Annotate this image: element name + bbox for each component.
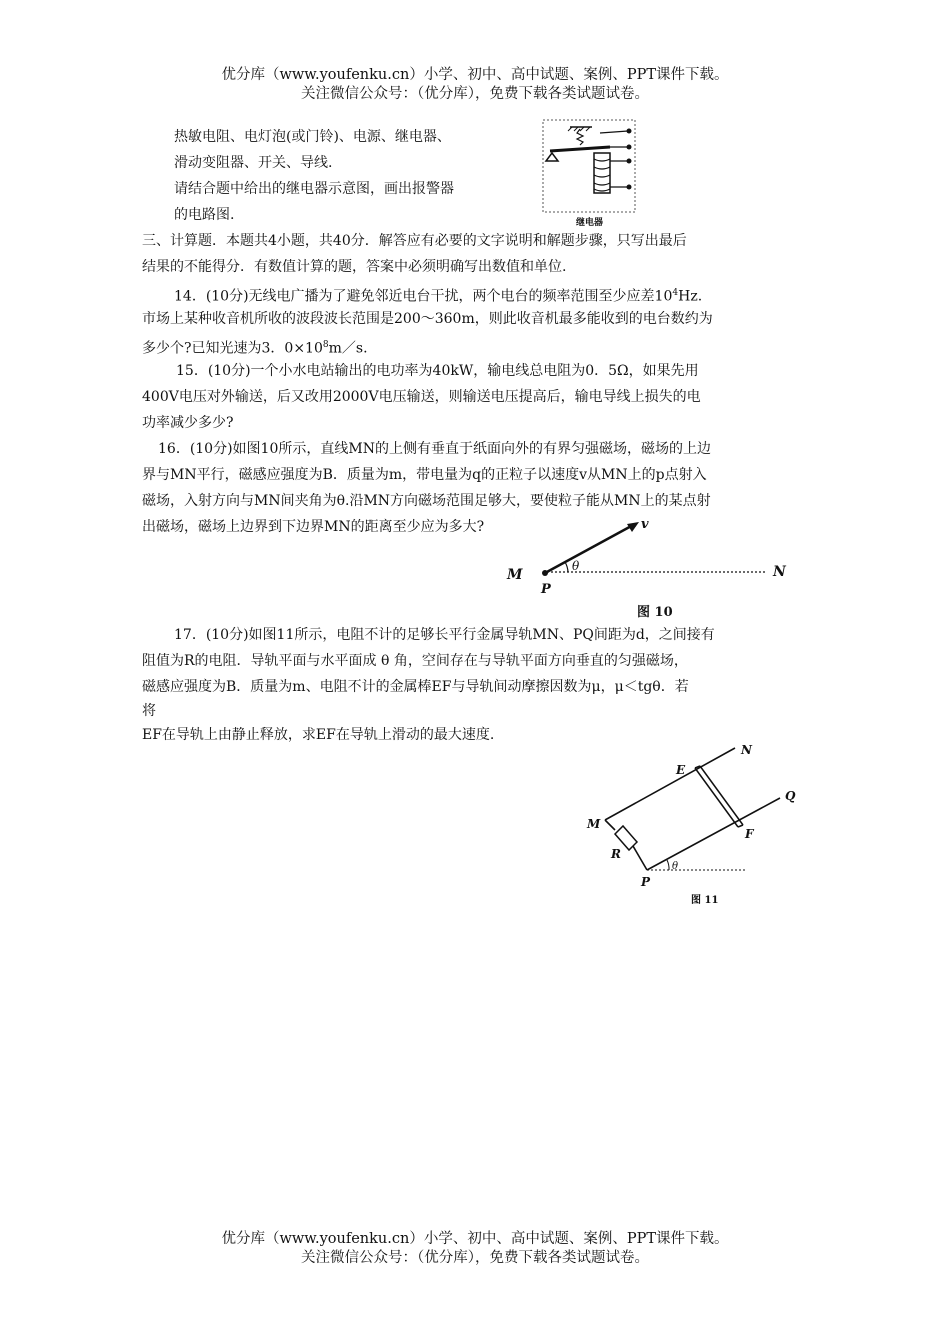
footer-line-1: 优分库（www.youfenku.cn）小学、初中、高中试题、案例、PPT课件下载。 [221,1231,729,1247]
q13-line: 滑动变阻器、开关、导线. [174,155,333,171]
fig10-label-N: N [773,564,786,580]
q14-text: 多少个?已知光速为3．0×10 [142,340,323,357]
fig10-label-M: M [507,567,523,583]
fig10-caption: 图 10 [637,605,673,620]
page-header [0,66,950,104]
q17-line: 磁感应强度为B．质量为m、电阻不计的金属棒EF与导轨间动摩擦因数为μ，μ＜tgθ．若 [142,679,689,695]
figure-11 [575,740,815,912]
q17-line: 将 [142,703,156,719]
q17-line: EF在导轨上由静止释放，求EF在导轨上滑动的最大速度. [142,727,495,743]
q16-line: 出磁场，磁场上边界到下边界MN的距离至少应为多大? [142,519,485,535]
fig11-label-P: P [641,875,651,889]
relay-caption: 继电器 [576,218,604,228]
q17-line: 阻值为R的电阻．导轨平面与水平面成 θ 角，空间存在与导轨平面方向垂直的匀强磁场， [142,653,688,669]
q13-line: 的电路图. [174,207,235,223]
figure-10 [495,518,805,624]
header-line-1: 优分库（www.youfenku.cn）小学、初中、高中试题、案例、PPT课件下载。 [221,67,729,83]
q16-line: 16．(10分)如图10所示，直线MN的上侧有垂直于纸面向外的有界匀强磁场，磁场的上边 [158,441,711,457]
q16-line: 磁场，入射方向与MN间夹角为θ.沿MN方向磁场范围足够大，要使粒子能从MN上的某点射 [142,493,711,509]
fig10-label-P: P [541,582,551,597]
q14-superscript: 4 [672,288,679,298]
q14-unit: m／s. [328,340,368,357]
q13-line: 请结合题中给出的继电器示意图，画出报警器 [174,181,454,197]
q16-line: 界与MN平行，磁感应强度为B．质量为m，带电量为q的正粒子以速度v从MN上的p点射入 [142,467,707,483]
fig10-label-v: v [641,518,649,532]
q15-line: 15．(10分)一个小水电站输出的电功率为40kW，输电线总电阻为0．5Ω，如果先用 [176,363,699,379]
q14-unit: Hz. [678,288,703,305]
relay-figure [540,117,640,229]
q17-line: 17．(10分)如图11所示，电阻不计的足够长平行金属导轨MN、PQ间距为d，之间接有 [174,627,715,643]
fig11-label-N: N [741,743,752,757]
fig11-label-E: E [676,763,686,777]
fig11-caption: 图 11 [691,895,719,906]
fig10-label-theta: θ [572,559,580,573]
fig11-label-F: F [745,827,754,841]
q15-line: 400V电压对外输送，后又改用2000V电压输送，则输送电压提高后，输电导线上损失的电 [142,389,701,405]
q14-line-2: 市场上某种收音机所收的波段波长范围是200～360m，则此收音机最多能收到的电台数约为 [142,311,713,327]
fig11-label-Q: Q [785,789,796,803]
section3-line: 三、计算题．本题共4小题，共40分．解答应有必要的文字说明和解题步骤，只写出最后 [142,233,687,249]
fig11-label-M: M [587,817,601,831]
fig11-label-R: R [611,847,621,861]
page-footer [0,1230,950,1268]
q13-line: 热敏电阻、电灯泡(或门铃)、电源、继电器、 [174,129,451,145]
q14-superscript: 8 [322,340,329,350]
fig11-label-theta: θ [672,861,679,872]
section3-line: 结果的不能得分．有数值计算的题，答案中必须明确写出数值和单位. [142,259,567,275]
header-line-2: 关注微信公众号：（优分库），免费下载各类试题试卷。 [301,86,649,102]
q14-text: 14．(10分)无线电广播为了避免邻近电台干扰，两个电台的频率范围至少应差10 [174,288,673,305]
footer-line-2: 关注微信公众号：（优分库），免费下载各类试题试卷。 [301,1250,649,1266]
q15-line: 功率减少多少? [142,415,234,431]
